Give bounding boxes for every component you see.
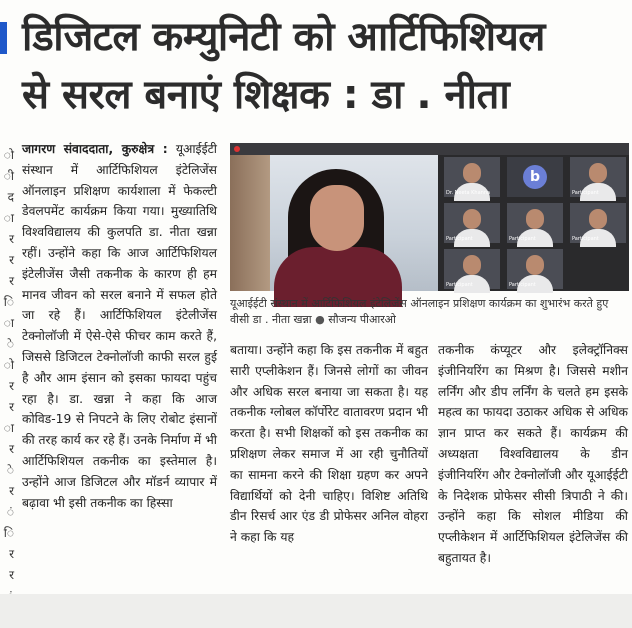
gutter-fragment: र [9, 400, 14, 414]
photo-caption [230, 296, 629, 328]
participant-tile [570, 203, 626, 243]
gutter-fragment: र [9, 442, 14, 456]
page-footer-band [0, 594, 632, 628]
column-2-text: बताया। उन्होंने कहा कि इस तकनीक में बहुत सारी एप्लीकेशन हैं। जिनसे लोगों का जीवन और अधिक सरल बनाया जा सकता है। यह तकनीक ग्लोबल कॉर्पोरेट वातावरण प्रदान भी करता है। सभी शिक्षकों को इस तकनीक का प्रशिक्षण लेकर समाज में आ रही चुनौतियों का सामना करने की शिक्षा ग्रहण कर अपने विद्यार्थियों को देनी चाहिए। विशिष्ट अतिथि डीन रिसर्च आर एंड डी प्रोफेसर अनिल वोहरा ने कहा कि यह [230, 343, 428, 545]
section-accent-bar [0, 22, 7, 54]
participant-name-tag: Participant [509, 282, 536, 288]
headline-line-2: से सरल बनाएं शिक्षक : डा . नीता [22, 72, 510, 118]
previous-column-fragments [0, 145, 14, 585]
speaker-face [310, 185, 364, 251]
gutter-fragment: ि [3, 295, 14, 309]
gutter-fragment: े [6, 337, 14, 351]
participant-tile [444, 249, 500, 289]
participant-head [463, 209, 481, 229]
headline [22, 8, 628, 124]
gutter-fragment: े [6, 463, 14, 477]
gutter-fragment: ो [3, 148, 14, 162]
dateline: जागरण संवाददाता, कुरुक्षेत्र : [22, 142, 168, 156]
article-column-1 [22, 139, 217, 513]
background-curtain [230, 155, 270, 291]
gutter-fragment: ा [3, 211, 14, 225]
participant-head [526, 255, 544, 275]
participant-head [463, 255, 481, 275]
participant-name-tag: Participant [446, 282, 473, 288]
article-column-2 [230, 340, 428, 548]
participant-tile [507, 203, 563, 243]
participant-tile [444, 203, 500, 243]
gutter-fragment: द [7, 190, 14, 204]
gutter-fragment: र [9, 547, 14, 561]
gutter-fragment: र [9, 232, 14, 246]
gutter-fragment: र [9, 253, 14, 267]
participant-tiles [444, 157, 627, 289]
gutter-fragment: ि [3, 526, 14, 540]
gutter-fragment: र [9, 379, 14, 393]
record-icon [234, 146, 240, 152]
conference-topbar [230, 143, 629, 155]
participant-head [526, 209, 544, 229]
participant-name-tag: Participant [572, 190, 599, 196]
caption-credit: सौजन्य पीआरओ [328, 313, 396, 326]
participant-name-tag: Participant [446, 236, 473, 242]
gutter-fragment: ा [3, 316, 14, 330]
column-1-text: यूआईईटी संस्थान में आर्टिफिशियल इंटेलिजेंस ऑनलाइन प्रशिक्षण कार्यशाला में फेकल्टी डेवलपमेंट कार्यक्रम किया गया। मुख्यातिथि विश्वविद्यालय की कुलपति डा. नीता खन्ना रहीं। उन्होंने कहा कि आज आर्टिफिशियल इंटेलीजेंस जैसी तकनीक के कारण ही हम मानव जीवन को सरल बनाने में सफल होते जा रहे हैं। आर्टिफिशियल इंटेलीजेंस टेक्नोलॉजी में ऐसे-ऐसे फीचर काम करते हैं, जिससे डिजिटल टेक्नोलॉजी काफी सरल हुई है और आम इंसान को इसका फायदा पहुंच रहा है। डा. खन्ना ने कहा कि आज कोविड-19 से निपटने के लिए रोबोट इंसानों की तरह कार्य कर रहे हैं। उनके निर्माण में भी आर्टिफिशियल तकनीक का इस्तेमाल है। उन्होंने आज डिजिटल और मॉडर्न व्यापार में बढ़ावा भी इसी तकनीक का हिस्सा [22, 142, 217, 510]
main-speaker-video [230, 155, 438, 291]
headline-line-1: डिजिटल कम्युनिटी को आर्टिफिशियल [22, 14, 545, 60]
participant-name-tag: Dr. Neeta Khanna [446, 190, 491, 196]
participant-avatar: b [523, 165, 547, 189]
participant-tile [570, 157, 626, 197]
news-photo-video-conference [230, 143, 629, 291]
participant-name-tag: Participant [572, 236, 599, 242]
gutter-fragment: ो [3, 358, 14, 372]
gutter-fragment: र [9, 274, 14, 288]
gutter-fragment: ा [3, 421, 14, 435]
gutter-fragment: र [9, 568, 14, 582]
participant-name-tag: Participant [509, 236, 536, 242]
caption-text: यूआईईटी संस्थान में आर्टिफिशियल इंटेलिजेंस ऑनलाइन प्रशिक्षण कार्यक्रम का शुभारंभ करते हुए वीसी डा . नीता खन्ना [230, 297, 609, 326]
participant-tile [444, 157, 500, 197]
participant-head [589, 163, 607, 183]
participant-head [463, 163, 481, 183]
participant-tile [507, 157, 563, 197]
participant-head [589, 209, 607, 229]
article-column-3 [438, 340, 628, 569]
gutter-fragment: ं [6, 505, 14, 519]
caption-separator-icon: ● [315, 313, 329, 326]
column-3-text: तकनीक कंप्यूटर और इलेक्ट्रॉनिक्स इंजीनियरिंग का मिश्रण है। जिससे मशीन लर्निंग और डीप लर्निंग के चलते हम इसके महत्व का फायदा उठाकर अधिक से अधिक ज्ञान प्राप्त कर सकते हैं। कार्यक्रम की अध्यक्षता विश्वविद्यालय के डीन इंजीनियरिंग और टेक्नोलॉजी और यूआईईटी के निदेशक प्रोफेसर सीसी त्रिपाठी ने की। उन्होंने कहा कि सोशल मीडिया की एप्लीकेशन में आर्टिफिशियल इंटेलिजेंस की बहुतायत है। [438, 343, 628, 565]
participant-tile [507, 249, 563, 289]
gutter-fragment: ी [3, 169, 14, 183]
gutter-fragment: र [9, 484, 14, 498]
